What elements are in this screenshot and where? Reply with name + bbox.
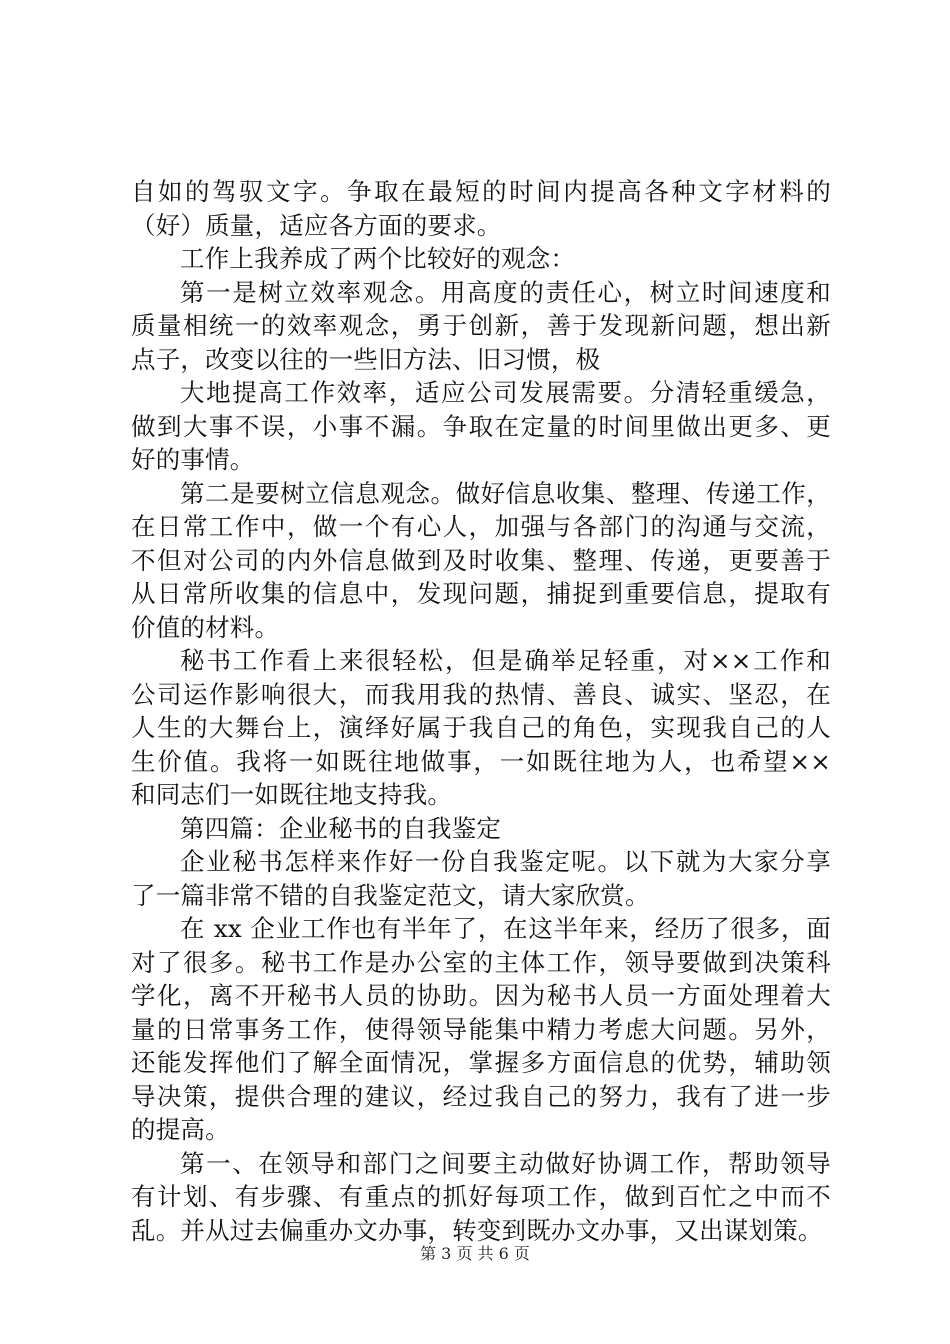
text-line: 从日常所收集的信息中，发现问题，捕捉到重要信息，提取有 bbox=[131, 579, 831, 608]
text-line: 工作上我养成了两个比较好的观念： bbox=[180, 244, 576, 273]
text-line: 在日常工作中，做一个有心人，加强与各部门的沟通与交流， bbox=[131, 512, 831, 541]
text-line: 学化，离不开秘书人员的协助。因为秘书人员一方面处理着大 bbox=[131, 981, 831, 1010]
text-line: 不但对公司的内外信息做到及时收集、整理、传递，更要善于 bbox=[131, 545, 831, 575]
text-line: 对了很多。秘书工作是办公室的主体工作，领导要做到决策科 bbox=[131, 947, 831, 977]
text-line: 的提高。 bbox=[131, 1115, 230, 1144]
text-line: 好的事情。 bbox=[131, 445, 255, 474]
page-footer: 第 3 页 共 6 页 bbox=[420, 1244, 530, 1263]
text-line: 公司运作影响很大，而我用我的热情、善良、诚实、坚忍，在 bbox=[131, 679, 831, 709]
text-line: 大地提高工作效率，适应公司发展需要。分清轻重缓急， bbox=[180, 378, 831, 407]
text-line: 了一篇非常不错的自我鉴定范文，请大家欣赏。 bbox=[131, 880, 650, 910]
text-line: 人生的大舞台上，演绎好属于我自己的角色，实现我自己的人 bbox=[131, 713, 831, 742]
text-line: 企业秘书怎样来作好一份自我鉴定呢。以下就为大家分享 bbox=[180, 847, 831, 876]
document-body bbox=[131, 175, 831, 1247]
text-line: 秘书工作看上来很轻松，但是确举足轻重，对××工作和 bbox=[180, 646, 831, 675]
text-line: 质量相统一的效率观念，勇于创新，善于发现新问题，想出新 bbox=[131, 311, 831, 340]
text-line: 做到大事不误，小事不漏。争取在定量的时间里做出更多、更 bbox=[131, 411, 831, 441]
text-line: 有计划、有步骤、有重点的抓好每项工作，做到百忙之中而不 bbox=[131, 1182, 831, 1211]
text-line: 第一是树立效率观念。用高度的责任心，树立时间速度和 bbox=[180, 277, 831, 307]
text-line: 乱。并从过去偏重办文办事，转变到既办文办事，又出谋划策。 bbox=[131, 1215, 823, 1245]
text-line: 自如的驾驭文字。争取在最短的时间内提高各种文字材料的 bbox=[131, 177, 831, 206]
text-line: 第四篇：企业秘书的自我鉴定 bbox=[180, 813, 502, 843]
text-line: 和同志们一如既往地支持我。 bbox=[131, 780, 453, 809]
text-line: 价值的材料。 bbox=[131, 612, 280, 642]
text-line: （好）质量，适应各方面的要求。 bbox=[131, 210, 502, 240]
text-line: 第二是要树立信息观念。做好信息收集、整理、传递工作， bbox=[180, 478, 831, 508]
text-line: 在 xx 企业工作也有半年了，在这半年来，经历了很多，面 bbox=[180, 914, 831, 943]
text-line: 点子，改变以往的一些旧方法、旧习惯，极 bbox=[131, 344, 601, 374]
text-line: 生价值。我将一如既往地做事，一如既往地为人，也希望×× bbox=[131, 746, 831, 776]
text-line: 第一、在领导和部门之间要主动做好协调工作，帮助领导 bbox=[180, 1148, 831, 1178]
text-line: 导决策，提供合理的建议，经过我自己的努力，我有了进一步 bbox=[131, 1081, 831, 1111]
text-line: 还能发挥他们了解全面情况，掌握多方面信息的优势，辅助领 bbox=[131, 1048, 831, 1077]
text-line: 量的日常事务工作，使得领导能集中精力考虑大问题。另外， bbox=[131, 1014, 831, 1044]
